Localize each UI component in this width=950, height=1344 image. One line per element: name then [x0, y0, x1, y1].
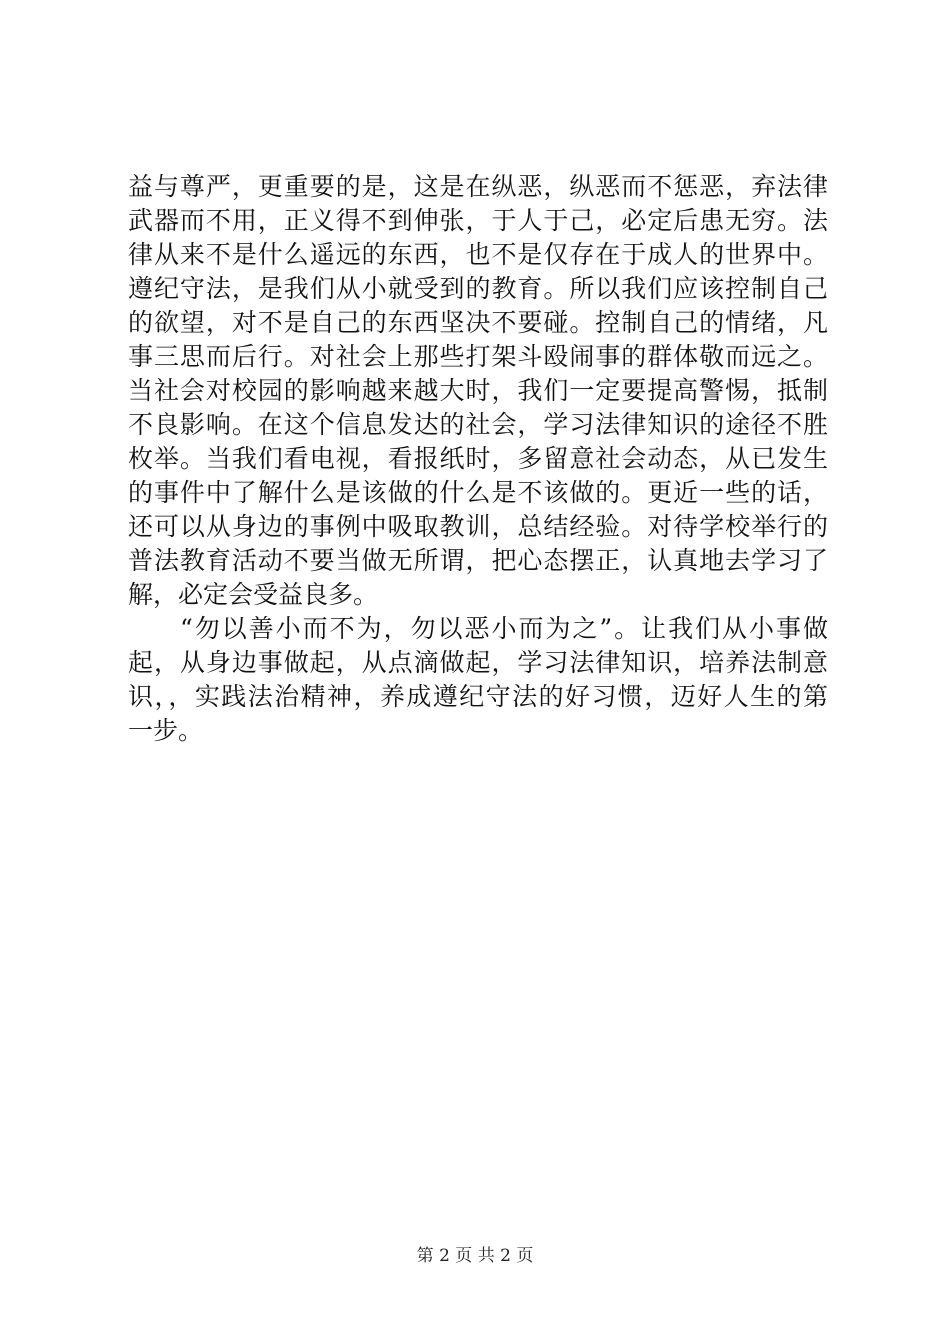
text-line: 的欲望，对不是自己的东西坚决不要碰。控制自己的情绪，凡	[128, 308, 828, 337]
text-line: 的事件中了解什么是该做的什么是不该做的。更近一些的话，	[128, 478, 828, 507]
text-line: “勿以善小而不为，勿以恶小而为之”。让我们从小事做	[180, 614, 828, 643]
text-line: 解，必定会受益良多。	[128, 580, 379, 609]
text-line: 益与尊严，更重要的是，这是在纵恶，纵恶而不惩恶，弃法律	[128, 172, 828, 201]
text-line: 不良影响。在这个信息发达的社会，学习法律知识的途径不胜	[128, 410, 828, 439]
text-line: 普法教育活动不要当做无所谓，把心态摆正，认真地去学习了	[128, 546, 828, 575]
text-line: 律从来不是什么遥远的东西，也不是仅存在于成人的世界中。	[128, 240, 828, 269]
document-body	[128, 170, 828, 748]
text-line: 武器而不用，正义得不到伸张，于人于己，必定后患无穷。法	[128, 206, 828, 235]
text-line: 遵纪守法，是我们从小就受到的教育。所以我们应该控制自己	[128, 274, 828, 303]
text-line: 一步。	[128, 716, 204, 745]
text-line: 识，，实践法治精神，养成遵纪守法的好习惯，迈好人生的第	[128, 682, 828, 711]
text-line: 还可以从身边的事例中吸取教训，总结经验。对待学校举行的	[128, 512, 828, 541]
text-line: 当社会对校园的影响越来越大时，我们一定要提高警惕，抵制	[128, 376, 828, 405]
text-line: 枚举。当我们看电视，看报纸时，多留意社会动态，从已发生	[128, 444, 828, 473]
page-indicator: 第 2 页 共 2 页	[416, 1246, 534, 1266]
text-line: 事三思而后行。对社会上那些打架斗殴闹事的群体敬而远之。	[128, 342, 828, 371]
text-line: 起，从身边事做起，从点滴做起，学习法律知识，培养法制意	[128, 648, 828, 677]
